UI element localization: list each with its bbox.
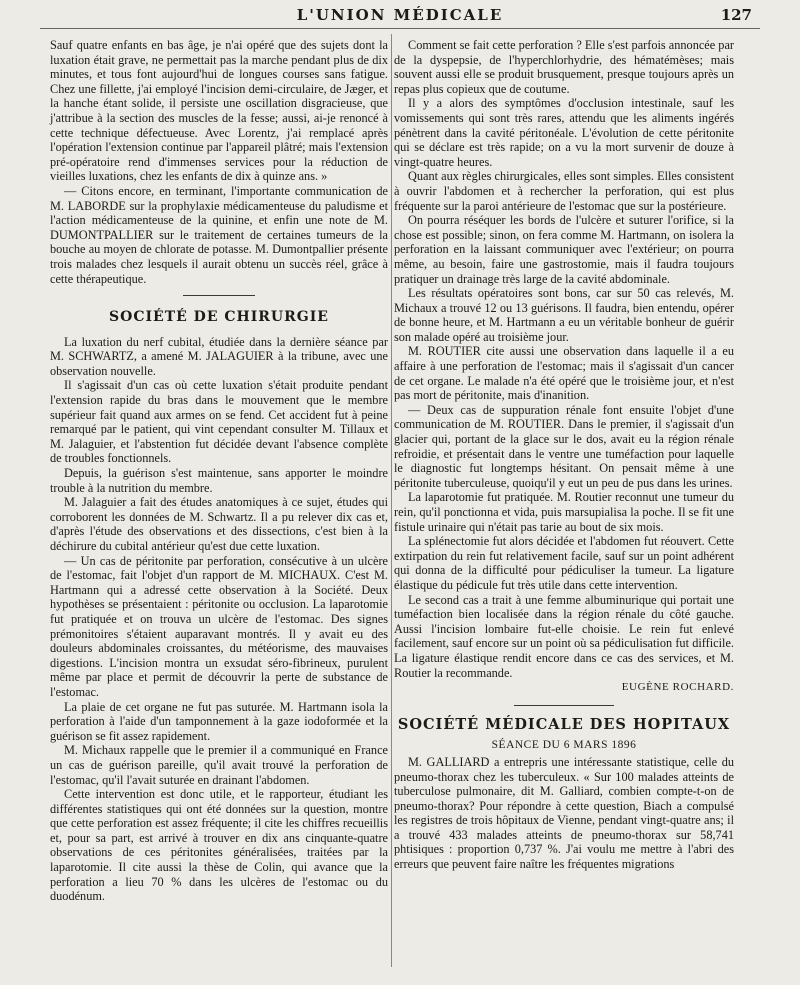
section-rule xyxy=(183,295,255,296)
paragraph: M. Jalaguier a fait des études anatomiques à ce sujet, études qui corroborent les données de M. Schwartz. Il a pu relever dix cas et, d'après l'étude des observations et des dissections, c'est bien à la déchirure du cubital antérieur qu'est due cette luxation. xyxy=(50,495,388,553)
paragraph: M. GALLIARD a entrepris une intéressante statistique, celle du pneumo-thorax chez les tuberculeux. « Sur 100 malades atteints de tuberculose pulmonaire, dit M. Galliard, combien compte-t-on de pneumo-thorax? Pour répondre à cette question, Biach a compulsé les registres de trois hôpitaux de Vienne, pendant vingt-quatre ans; il a trouvé 433 malades atteints de pneumo-thorax sur 58,741 phtisiques : proportion 0,737 %. J'ai voulu me mettre à l'abri des erreurs que peuvent faire naître les fréquentes migrations xyxy=(394,754,734,872)
section-title: SOCIÉTÉ MÉDICALE DES HOPITAUX xyxy=(397,715,731,733)
paragraph: Depuis, la guérison s'est maintenue, sans apporter le moindre trouble à la nutrition du membre. xyxy=(50,466,388,495)
paragraph: Quant aux règles chirurgicales, elles sont simples. Elles consistent à ouvrir l'abdomen et à rechercher la perforation, qui est plus fréquente sur la paroi antérieure de l'estomac que sur la postérieure. xyxy=(394,169,734,213)
signature: EUGÈNE ROCHARD. xyxy=(621,681,734,694)
section-title: SOCIÉTÉ DE CHIRURGIE xyxy=(109,309,329,326)
paragraph: Il y a alors des symptômes d'occlusion intestinale, sauf les vomissements qui sont très rares, attendu que les aliments ingérés pénètrent dans la cavité péritonéale. L'évolution de cette péritonite qui se déclare est très rapide; on a vu la mort survenir de douze à vingt-quatre heures. xyxy=(394,96,734,169)
paragraph: Le second cas a trait à une femme albuminurique qui portait une tuméfaction bien localisée dans la région rénale du côté gauche. Aussi l'incision lombaire fut-elle choisie. Le rein fut enlevé facilement, sauf encore sur un point où sa pédiculisation fut difficile. La ligature élastique rendit encore dans ce cas des services, et M. Routier la recommande. xyxy=(394,592,734,680)
paragraph: La splénectomie fut alors décidée et l'abdomen fut réouvert. Cette extirpation du rein fut relativement facile, sauf sur un point adhérent qui donna de la difficulté pour pédiculiser la tumeur. La ligature élastique du pédicule fut très utile dans cette intervention. xyxy=(394,534,734,592)
paragraph: — Citons encore, en terminant, l'importante communication de M. LABORDE sur la prophylaxie médicamenteuse du paludisme et l'action médicamenteuse de la quinine, et enfin une note de M. DUMONTPALLIER sur le traitement de certaines tumeurs de la bouche au moyen de chlorate de potasse. M. Dumontpallier présente trois malades chez lesquels il aurait obtenu un succès réel, grâce à cette thérapeutique. xyxy=(50,183,388,286)
page-number: 127 xyxy=(720,6,752,24)
journal-title: L'UNION MÉDICALE xyxy=(296,6,504,24)
paragraph: — Un cas de péritonite par perforation, consécutive à un ulcère de l'estomac, fait l'objet d'un rapport de M. MICHAUX. C'est M. Hartmann qui a adressé cette observation à la Société. Deux hypothèses se présentaient : péritonite ou occlusion. La laparotomie fut pratiquée et on trouva un ulcère de l'estomac. Des signes prémonitoires s'étaient auparavant montrés. Il y avait eu des douleurs abdominales croissantes, du météorisme, des mauvaises digestions. L'incision montra un exsudat séro-fibrineux, purulent même par place et permit de découvrir la perte de substance de l'estomac. xyxy=(50,553,388,699)
paragraph: La plaie de cet organe ne fut pas suturée. M. Hartmann isola la perforation à l'aide d'un tamponnement à la gaze iodoformée et la guérison se fit assez rapidement. xyxy=(50,699,388,743)
paragraph: Comment se fait cette perforation ? Elle s'est parfois annoncée par de la dyspepsie, de l'hyperchlorhydrie, des hématémèses; mais souvent aussi elle se produit brusquement, presque toujours après un repas plus copieux que de coutume. xyxy=(394,38,734,96)
left-column xyxy=(50,38,388,904)
paragraph: M. Michaux rappelle que le premier il a communiqué en France un cas de guérison pareille, qu'il avait trouvé la perforation de l'estomac, qu'il l'avait suturée en drainant l'abdomen. xyxy=(50,743,388,787)
section-rule xyxy=(514,705,614,706)
paragraph: On pourra réséquer les bords de l'ulcère et suturer l'orifice, si la chose est possible; sinon, on fera comme M. Hartmann, on isolera la perforation en la laissant communiquer avec l'extérieur; on pourra même, au besoin, faire une gastrostomie, mais il faudra toujours pratiquer un drainage très large de la cavité abdominale. xyxy=(394,213,734,286)
column-divider xyxy=(391,34,392,967)
paragraph: M. ROUTIER cite aussi une observation dans laquelle il a eu affaire à une perforation de l'estomac; mais il s'agissait d'un cancer de cet organe. Le malade n'a été opéré que le troisième jour, et n'est pas mort de péritonite, mais d'inanition. xyxy=(394,344,734,403)
paragraph: — Deux cas de suppuration rénale font ensuite l'objet d'une communication de M. ROUTIER. Dans le premier, il s'agissait d'un glacier qui, portant de la glace sur le dos, avait eu la région rénale refroidie, et présentait dans le ventre une tuméfaction pour laquelle le diagnostic fut longtemps hésitant. On pensait même à une péritonite tuberculeuse, quoiqu'il y eut un peu de pus dans les urines. xyxy=(394,402,734,490)
paragraph: Il s'agissait d'un cas où cette luxation s'était produite pendant l'extension rapide du bras dans le mouvement que le membre supérieur fait quand aux armes on se fend. Cet accident fut à peine remarqué par le patient, qui vint cependant consulter M. Tillaux et M. Jalaguier, et l'abstention fut décidée devant l'absence complète de troubles fonctionnels. xyxy=(50,378,388,466)
paragraph: Les résultats opératoires sont bons, car sur 50 cas relevés, M. Michaux a trouvé 12 ou 13 guérisons. Il faudra, bien entendu, opérer de bonne heure, et M. Hartmann a eu un véritable bonheur de guérir son malade opéré au troisième jour. xyxy=(394,286,734,344)
paragraph: La luxation du nerf cubital, étudiée dans la dernière séance par M. SCHWARTZ, a amené M. JALAGUIER à la tribune, avec une observation nouvelle. xyxy=(50,334,388,378)
paragraph: Sauf quatre enfants en bas âge, je n'ai opéré que des sujets dont la luxation était grave, ne permettait pas la marche pendant plus de dix minutes, et tous font aujourd'hui de longues courses sans fatigue. Chez une fillette, j'ai employé l'incision demi-circulaire, de Jæger, et la hanche étant solide, il persiste une oscillation disgracieuse, que j'attribue à la section des muscles de la fesse; aussi, ai-je renoncé à cette technique défectueuse. Avec Lorentz, j'ai remplacé après l'opération l'extension continue par l'appareil plâtré; mais l'extension pré-opératoire rend d'immenses services pour la réduction de vieilles luxations, chez les enfants de dix à quinze ans. » xyxy=(50,38,388,184)
session-date: SÉANCE DU 6 MARS 1896 xyxy=(491,739,637,752)
paragraph: La laparotomie fut pratiquée. M. Routier reconnut une tumeur du rein, qu'il ponctionna et vida, puis marsupialisa la poche. Il se fit une fistule urinaire qui n'était pas tarie au bout de six mois. xyxy=(394,490,734,534)
page-header xyxy=(40,6,760,29)
right-column xyxy=(394,38,734,872)
paragraph: Cette intervention est donc utile, et le rapporteur, étudiant les différentes statistiques qui ont été données sur la question, montre que cette perforation est assez fréquente; il cite les chiffres recueillis et, pour sa part, est arrivé à trouver en dix ans cinquante-quatre observations de ces péritonites généralisées, traitées par la laparotomie. Il cite aussi la thèse de Colin, qui avance que la perforation a lieu 70 % dans les ulcères de l'estomac ou du duodénum. xyxy=(50,787,388,904)
